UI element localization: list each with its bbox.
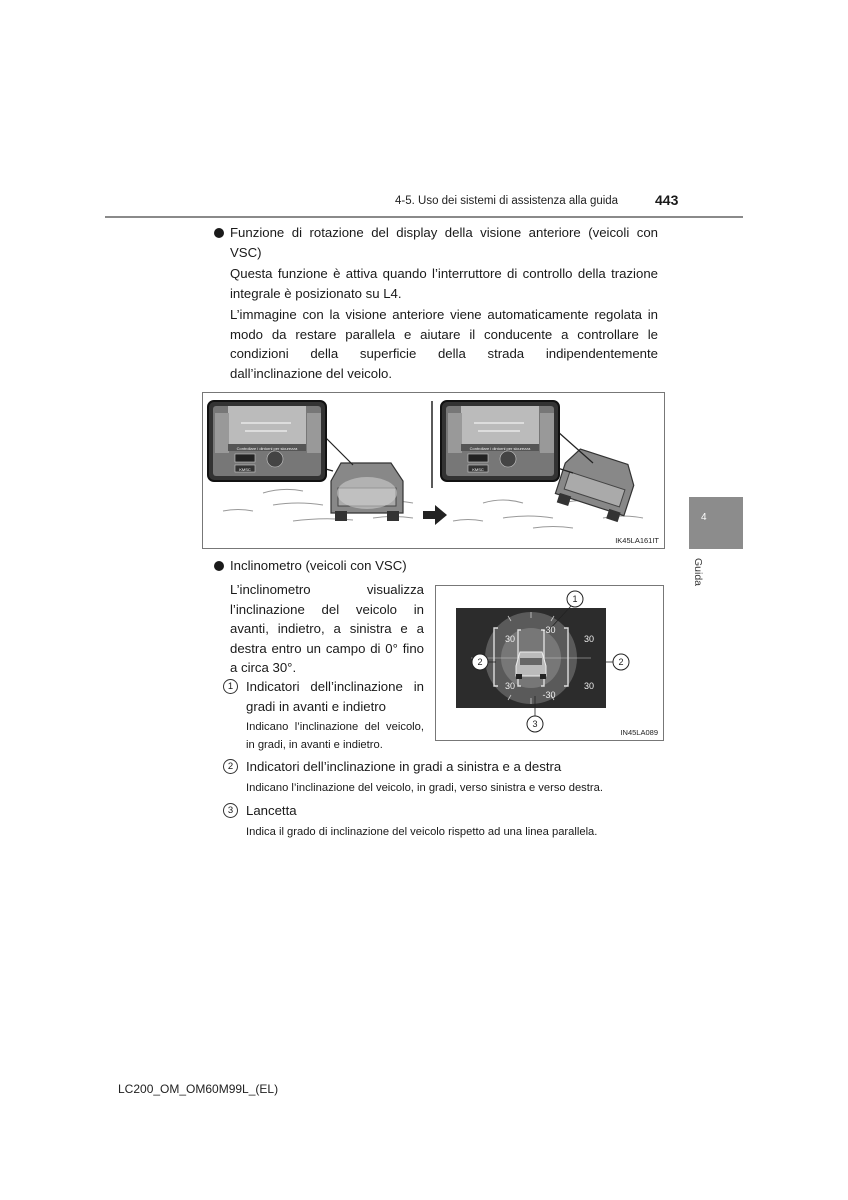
gauge-label-right-bottom: 30 [583,681,595,691]
callout-3: 3 [532,719,538,729]
gauge-label-right-top: 30 [583,634,595,644]
gauge-label-left-bottom: 30 [504,681,516,691]
item-1-desc: Indicano l’inclinazione del veicolo, in gradi, in avanti e indietro. [246,721,424,751]
document-code: LC200_OM_OM60M99L_(EL) [118,1082,279,1096]
vehicle-right [553,446,639,523]
callout-2-left: 2 [477,657,483,667]
rotation-illustration [203,393,664,548]
page-number: 443 [655,192,679,208]
screen-caption-left: Controllare i dintorni per sicurezza [236,446,298,451]
rotation-section-title: Funzione di rotazione del display della visione anteriore (veicoli con VSC) [230,225,658,260]
inclinometer-vehicle [516,652,546,679]
rotation-figure [202,392,665,549]
item-2-desc: Indicano l’inclinazione del veicolo, in gradi, verso sinistra e verso destra. [246,782,603,794]
rotation-para-1: Questa funzione è attiva quando l’interruttore di controllo della trazione integrale è posizionato su L4. [230,266,658,301]
chapter-label: Guida [692,558,704,587]
gauge-label-left-top: 30 [504,634,516,644]
item-2-title: Indicatori dell’inclinazione in gradi a sinistra e a destra [246,759,562,774]
inclinometer-intro: L’inclinometro visualizza l’inclinazione del veicolo in avanti, indietro, a sinistra e a destra entro un campo di 0° fino a circa 30°. [230,582,424,675]
item-number-2: 2 [223,759,238,774]
gauge-label-bottom: -30 [542,690,556,700]
inclinometer-figure [435,585,664,741]
chapter-number: 4 [701,512,707,523]
figure-code-rotation: IK45LA161IT [615,536,659,545]
section-title: 4-5. Uso dei sistemi di assistenza alla guida [395,195,619,207]
rotation-para-2: L’immagine con la visione anteriore viene automaticamente regolata in modo da restare parallela e aiutare il conducente a controllare le condizioni della superficie della strada indipendentemente dall’inclinazione del veicolo. [230,307,658,381]
item-1-title: Indicatori dell’inclinazione in gradi in avanti e indietro [246,679,424,714]
figure-code-inclinometer: IN45LA089 [620,728,658,737]
gauge-label-top: -30 [542,625,556,635]
vehicle-left [331,463,403,521]
item-number-3: 3 [223,803,238,818]
screen-callout-left [208,401,353,481]
bullet-icon [214,561,224,571]
item-3-title: Lancetta [246,803,297,818]
inclinometer-illustration [436,586,663,740]
chapter-tab [689,497,743,549]
inclinometer-section-title: Inclinometro (veicoli con VSC) [230,558,407,573]
screen-caption-right: Controllare i dintorni per sicurezza [469,446,531,451]
arrow-right-icon [423,505,447,525]
callout-1: 1 [572,594,578,604]
item-number-1: 1 [223,679,238,694]
bullet-icon [214,228,224,238]
screen-button-right: KMSC [472,467,484,472]
header-divider [105,216,743,218]
screen-button-left: KMSC [239,467,251,472]
callout-2-right: 2 [618,657,624,667]
item-3-desc: Indica il grado di inclinazione del veicolo rispetto ad una linea parallela. [246,826,598,838]
